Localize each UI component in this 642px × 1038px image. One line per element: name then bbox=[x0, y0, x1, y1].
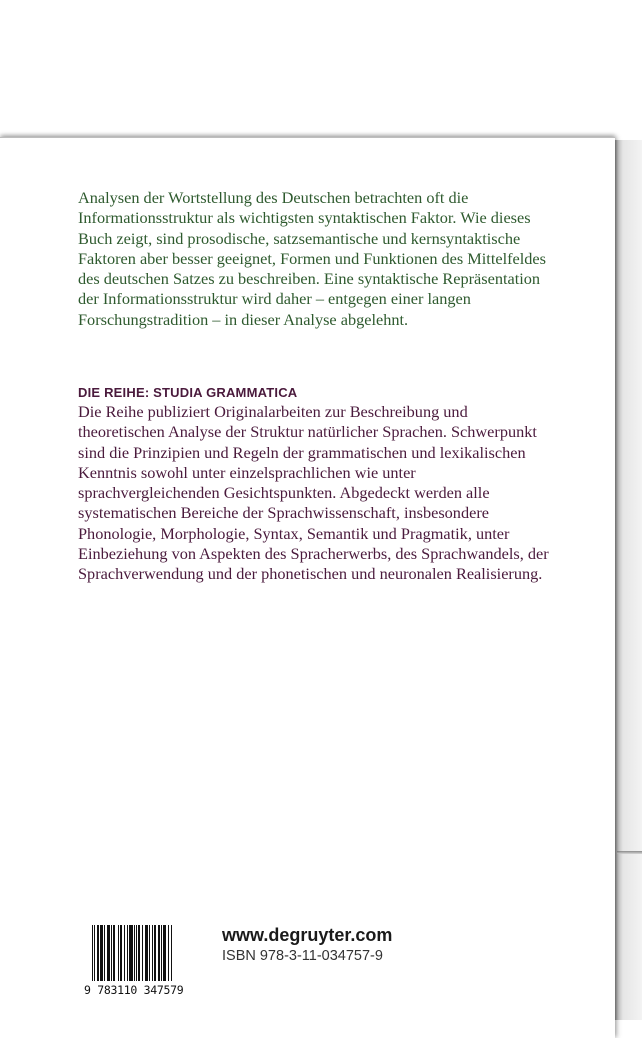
series-section bbox=[78, 385, 558, 585]
publisher-url[interactable]: www.degruyter.com bbox=[222, 925, 393, 945]
barcode-bars bbox=[92, 925, 173, 981]
panel-divider bbox=[617, 851, 642, 854]
series-title: DIE REIHE: STUDIA GRAMMATICA bbox=[78, 385, 298, 400]
blurb-text: Analysen der Wortstellung des Deutschen betrachten oft die Informationsstruktur als wichtigsten syntaktischen Faktor. Wie dieses Buch zeigt, sind prosodische, satzsemantische und kernsyntaktische Faktoren aber besser geeignet, Formen und Funktionen des Mittelfeldes des deutschen Satzes zu beschreiben. Eine syntaktische Repräsentation der Informationsstruktur wird daher – entgegen einer langen Forschungstradition – in dieser Analyse abgelehnt. bbox=[78, 188, 546, 329]
series-description: Die Reihe publiziert Originalarbeiten zur Beschreibung und theoretischen Analyse der Struktur natürlicher Sprachen. Schwerpunkt sind die Prinzipien und Regeln der grammatischen und lexikalischen Kenntnis sowohl unter einzelsprachlichen wie unter sprachvergleichenden Gesichtspunkten. Abgedeckt werden alle systematischen Bereiche der Sprachwissenschaft, insbesondere Phonologie, Morphologie, Syntax, Semantik und Pragmatik, unter Einbeziehung von Aspekten des Spracherwerbs, des Sprachwandels, der Sprachverwendung und der phonetischen und neuronalen Realisierung. bbox=[78, 402, 549, 584]
publisher-info bbox=[222, 925, 392, 964]
isbn-barcode bbox=[84, 925, 196, 999]
book-blurb bbox=[78, 188, 548, 330]
barcode-digits: 9 783110 347579 bbox=[84, 983, 184, 997]
isbn-number: ISBN 978-3-11-034757-9 bbox=[222, 948, 383, 964]
book-spine-shadow bbox=[615, 140, 642, 1020]
